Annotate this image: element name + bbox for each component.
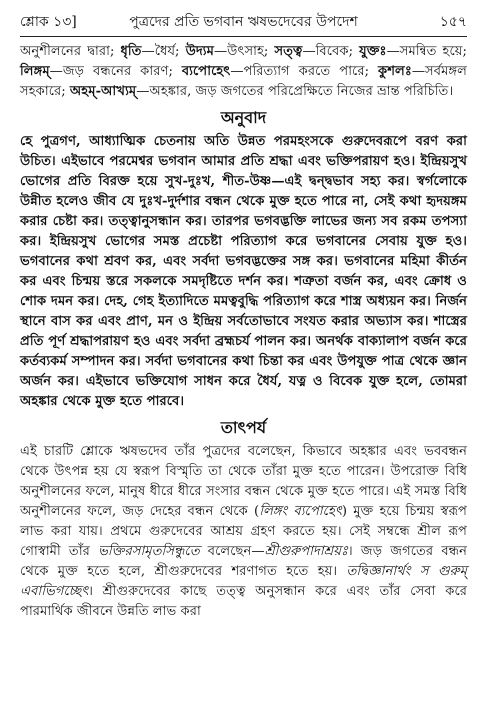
verse-reference: শ্লোক ১৩] bbox=[20, 14, 77, 30]
synonym-text: —ধৈর্য; bbox=[141, 44, 186, 59]
purport-heading: তাৎপর্য bbox=[220, 418, 267, 437]
synonym-term: ধৃতি bbox=[120, 44, 142, 59]
synonym-text: —উৎসাহ; bbox=[213, 44, 275, 59]
purport-quote: ভক্তিরসামৃতসিন্ধুতে bbox=[98, 544, 200, 559]
page-content bbox=[20, 42, 467, 622]
page-header bbox=[20, 10, 467, 32]
synonym-text: অনুশীলনের দ্বারা; bbox=[20, 44, 121, 59]
purport-text: বলেছেন— bbox=[199, 544, 265, 559]
purport-paragraph bbox=[20, 442, 467, 622]
synonym-text: —জড় বন্ধনের কারণ; bbox=[49, 64, 182, 79]
purport-text: এই চারটি শ্লোকে ঋষভদেব তাঁর পুত্রদের বলেছেন, কিভাবে অহঙ্কার এবং ভববন্ধন থেকে উৎপন্ন হয় যে স্বরূপ বিস্মৃতি তা থেকে তাঁরা মুক্ত হতে পারেন। উপরোক্ত বিধি অনুশীলনের ফলে, মানুষ ধীরে ধীরে সংসার বন্ধন থেকে মুক্ত হতে পারে। এই সমস্ত বিধি অনুশীলনের ফলে, জড় দেহের বন্ধন থেকে ( bbox=[20, 444, 467, 519]
chapter-title: পুত্রদের প্রতি ভগবান ঋষভদেবের উপদেশ bbox=[129, 14, 358, 30]
synonym-term: অহম্-আখ্যম্ bbox=[69, 84, 137, 99]
synonyms-paragraph bbox=[20, 42, 467, 102]
synonym-term: ব্যপোহেৎ bbox=[181, 64, 231, 79]
translation-heading: অনুবাদ bbox=[220, 108, 267, 127]
synonym-term: যুক্তঃ bbox=[359, 44, 387, 59]
synonym-term: উদ্যম bbox=[185, 44, 214, 59]
purport-quote: শ্রীগুরুপাদাশ্রয়ঃ bbox=[264, 544, 349, 559]
synonym-term: কুশলঃ bbox=[377, 64, 412, 79]
synonym-text: —সমন্বিত হয়ে; bbox=[386, 44, 467, 59]
purport-text: ) মুক্ত হয়ে চিন্ময় স্বরূপ লাভ করা যায়। প্রথমে গুরুদেবের আশ্রয় গ্রহণ করতে হয়। সেই সম্বন্ধে শ্রীল রূপ গোস্বামী তাঁর bbox=[20, 504, 467, 559]
header-divider bbox=[20, 36, 467, 37]
purport-quote: লিঙ্গং ব্যপোহেৎ bbox=[259, 504, 342, 519]
synonym-text: —অহঙ্কার, জড় জগতের পরিপ্রেক্ষিতে নিজের ভ্রান্ত পরিচিতি। bbox=[136, 84, 454, 99]
purport-text: । শ্রীগুরুদেবের কাছে তত্ত্ব অনুসন্ধান করে এবং তাঁর সেবা করে পারমার্থিক জীবনে উন্নতি লাভ করা bbox=[20, 584, 467, 619]
synonym-text: —বিবেক; bbox=[302, 44, 360, 59]
translation-paragraph: হে পুত্রগণ, আধ্যাত্মিক চেতনায় অতি উন্নত পরমহংসকে গুরুদেবরূপে বরণ করা উচিত। এইভাবে পরমেশ্বর ভগবান আমার প্রতি শ্রদ্ধা এবং ভক্তিপরায়ণ হও। ইন্দ্রিয়সুখ ভোগের প্রতি বিরক্ত হয়ে সুখ-দুঃখ, শীত-উষ্ণ—এই দ্বন্দ্বভাব সহ্য কর। স্বর্গলোকে উন্নীত হলেও জীব যে দুঃখ-দুর্দশার বন্ধন থেকে মুক্ত হতে পারে না, সেই কথা হৃদয়ঙ্গম করার চেষ্টা কর। তত্ত্বানুসন্ধান কর। তারপর ভগবদ্ভক্তি লাভের জন্য সব রকম তপস্যা কর। ইন্দ্রিয়সুখ ভোগের সমস্ত প্রচেষ্টা পরিত্যাগ করে ভগবানের সেবায় যুক্ত হও। ভগবানের কথা শ্রবণ কর, এবং সর্বদা ভগবদ্ভক্তের সঙ্গ কর। ভগবানের মহিমা কীর্তন কর এবং চিন্ময় স্তরে সকলকে সমদৃষ্টিতে দর্শন কর। শত্রুতা বর্জন কর, এবং ক্রোধ ও শোক দমন কর। দেহ, গেহ ইত্যাদিতে মমত্ববুদ্ধি পরিত্যাগ করে শাস্ত্র অধ্যয়ন কর। নির্জন স্থানে বাস কর এবং প্রাণ, মন ও ইন্দ্রিয় সর্বতোভাবে সংযত করার অভ্যাস কর। শাস্ত্রের প্রতি পূর্ণ শ্রদ্ধাপরায়ণ হও এবং সর্বদা ব্রহ্মচর্য পালন কর। অনর্থক বাক্যালাপ বর্জন করে কর্তব্যকর্ম সম্পাদন কর। সর্বদা ভগবানের কথা চিন্তা কর এবং উপযুক্ত পাত্র থেকে জ্ঞান অর্জন কর। এইভাবে ভক্তিযোগ সাধন করে ধৈর্য, যত্ন ও বিবেক যুক্ত হলে, তোমরা অহঙ্কার থেকে মুক্ত হতে পারবে। bbox=[20, 134, 467, 409]
synonym-text: —পরিত্যাগ করতে পারে; bbox=[230, 64, 378, 79]
synonym-term: লিঙ্গম্ bbox=[20, 64, 50, 79]
purport-quote: তদ্বিজ্ঞানার্থং স গুরুম্ এবাভিগচ্ছেৎ bbox=[20, 564, 467, 599]
synonym-term: সত্ত্ব bbox=[274, 44, 303, 59]
purport-text: । জড় জগতের বন্ধন থেকে মুক্ত হতে হলে, শ্রীগুরুদেবের শরণাগত হতে হয়। bbox=[20, 544, 467, 579]
synonym-text: —সর্বমঙ্গল সহকারে; bbox=[20, 64, 467, 99]
page-number: ১৫৭ bbox=[439, 14, 467, 30]
